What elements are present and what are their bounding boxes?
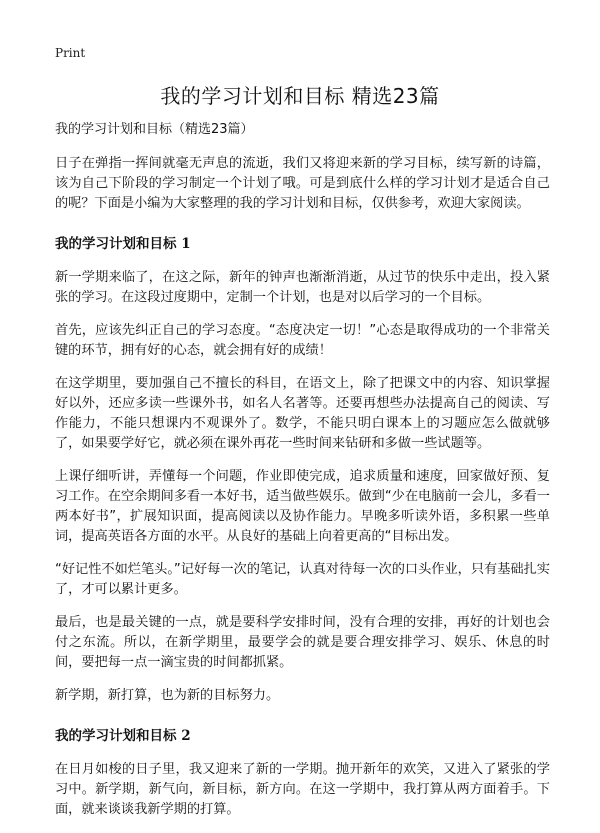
paragraph: 新学期，新打算，也为新的目标努力。 (55, 688, 280, 703)
section-heading-1: 我的学习计划和目标 1 (55, 236, 191, 252)
print-label: Print (55, 46, 86, 60)
paragraph: 最后，也是最关键的一点，就是要科学安排时间，没有合理的安排，再好的计划也会付之东流。所以，在新学期里，最要学会的就是要合理安排学习、娱乐、休息的时间，要把每一点一滴宝贵的时间都抓紧。 (55, 615, 550, 670)
intro-paragraph: 日子在弹指一挥间就毫无声息的流逝，我们又将迎来新的学习目标，续写新的诗篇，该为自己下阶段的学习制定一个计划了哦。可是到底什么样的学习计划才是适合自己的呢？下面是小编为大家整理的我的学习计划和目标，仅供参考，欢迎大家阅读。 (55, 156, 550, 211)
document-subtitle: 我的学习计划和目标（精选23篇） (55, 122, 254, 137)
paragraph: 在日月如梭的日子里，我又迎来了新的一学期。抛开新年的欢笑，又进入了紧张的学习中。新学期，新气向，新目标，新方向。在这一学期中，我打算从两方面着手。下面，就来谈谈我新学期的打算。 (55, 762, 550, 817)
paragraph: 在这学期里，要加强自己不擅长的科目，在语文上，除了把课文中的内容、知识掌握好以外，还应多读一些课外书，如名人名著等。还要再想些办法提高自己的阅读、写作能力，不能只想课内不观课外了。数学，不能只明白课本上的习题应怎么做就够了，如果要学好它，就必须在课外再花一些时间来钻研和多做一些试题等。 (55, 376, 550, 451)
paragraph: 上课仔细听讲，弄懂每一个问题，作业即使完成，追求质量和速度，回家做好预、复习工作。在空余期间多看一本好书，适当做些娱乐。做到“少在电脑前一会儿，多看一两本好书”，扩展知识面，提高阅读以及协作能力。早晚多听读外语，多积累一些单词，提高英语各方面的水平。从良好的基础上向着更高的“目标出发。 (55, 469, 550, 544)
paragraph: “好记性不如烂笔头。”记好每一次的笔记，认真对待每一次的口头作业，只有基础扎实了，才可以累计更多。 (55, 562, 550, 597)
paragraph: 新一学期来临了，在这之际，新年的钟声也渐渐消逝，从过节的快乐中走出，投入紧张的学习。在这段过度期中，定制一个计划，也是对以后学习的一个目标。 (55, 270, 550, 305)
paragraph: 首先，应该先纠正自己的学习态度。“态度决定一切！”心态是取得成功的一个非常关键的环节，拥有好的心态，就会拥有好的成绩！ (55, 323, 550, 358)
document-body (55, 120, 550, 833)
section-heading-2: 我的学习计划和目标 2 (55, 728, 191, 744)
page-title: 我的学习计划和目标 精选23篇 (160, 84, 440, 108)
